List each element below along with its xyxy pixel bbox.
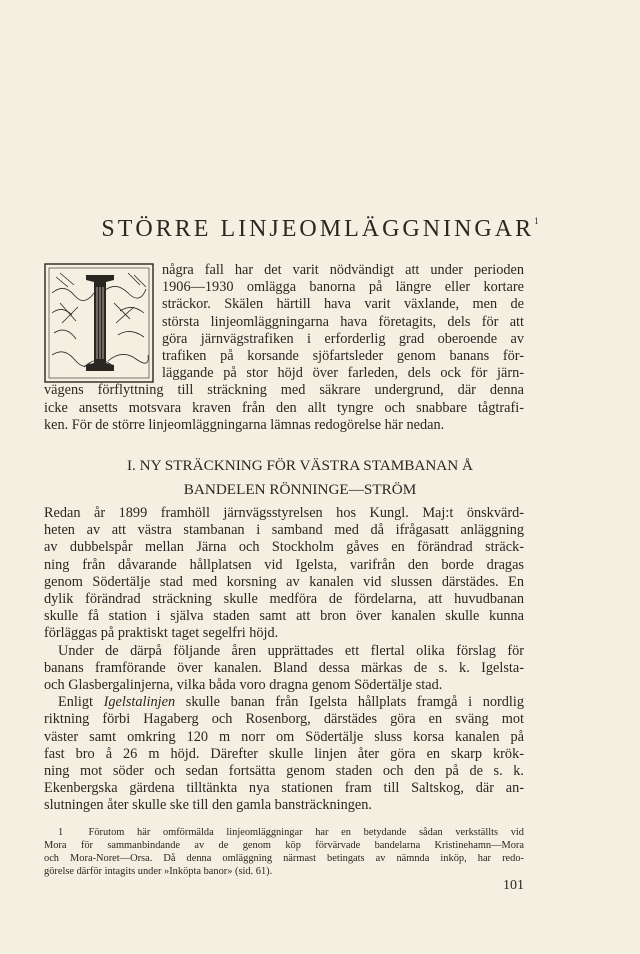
body-line: heten av att västra stambanan i samband med då ifrågasatt anläggning <box>44 522 524 539</box>
intro-line: trafiken på korsande sjöfartsleder genom banans för- <box>162 348 524 365</box>
section-heading <box>60 454 540 502</box>
body-line: Ekenbergska gärdena tilltänkta nya stationen fram till Saltskog, där an- <box>44 780 524 797</box>
body-line: väster samt omkring 120 m norr om Södertälje sluss korsa kanalen på <box>44 728 524 745</box>
body-line: Redan år 1899 framhöll järnvägsstyrelsen hos Kungl. Maj:t önskvärd- <box>44 505 524 521</box>
intro-line: vägens förflyttning till sträckning med säkrare undergrund, där denna <box>44 382 524 399</box>
body-line: ning mot söder och sedan fortsätta genom staden och den på de s. k. <box>44 763 524 780</box>
footnote-line: Mora för sammanbindande av de genom köp förvärvade bandelarna Kristinehamn—Mora <box>44 840 524 851</box>
page-number: 101 <box>503 878 524 893</box>
body-line: slutningen åter skulle ske till den gamla bansträckningen. <box>44 797 372 814</box>
footnote-line <box>44 826 524 839</box>
intro-paragraph <box>44 262 524 434</box>
intro-line: några fall har det varit nödvändigt att under perioden <box>162 262 524 278</box>
body-paragraphs <box>44 505 524 815</box>
body-line: skulle få station i själva staden samt att bron över kanalen skulle kunna <box>44 608 524 625</box>
page-title <box>60 216 580 243</box>
body-line: och Glasbergalinjerna, vilka båda voro dragna genom Södertälje stad. <box>44 677 443 694</box>
footnote-line: görelse därför intagits under »Inköpta banor» (sid. 61). <box>44 866 273 877</box>
intro-line: 1906—1930 omlägga banorna på längre eller kortare <box>162 279 524 296</box>
intro-line: göra järnvägstrafiken i erforderlig grad oberoende av <box>162 330 524 347</box>
intro-line: ken. För de större linjeomläggningarna lämnas redogörelse här nedan. <box>44 416 445 433</box>
body-line-mixed <box>44 694 524 711</box>
body-line: fast bro å 26 m höjd. Därefter skulle linjen åter göra en skarp krök- <box>44 745 524 762</box>
intro-line: största linjeomläggningarna hava företagits, dels för att <box>162 313 524 330</box>
body-line: riktning förbi Hagaberg och Rosenborg, därstädes göra en sväng mot <box>44 711 524 728</box>
intro-line: icke ansetts motsvara kraven från den allt tyngre och snabbare tågtrafi- <box>44 399 524 416</box>
body-line: ning från dåvarande hållplatsen vid Igelsta, varifrån den borde dragas <box>44 556 524 573</box>
body-line: banans framförande över kanalen. Bland dessa märkas de s. k. Igelsta- <box>44 659 524 676</box>
body-line: genom Södertälje stad med korsning av kanalen vid slussen därstädes. En <box>44 573 524 590</box>
title-footnote-marker: 1 <box>534 216 539 226</box>
section-heading-line-2: BANDELEN RÖNNINGE—STRÖM <box>183 481 417 498</box>
footnote-line: och Mora-Noret—Orsa. Då denna omläggning närmast betingats av nämnda inköp, har redo- <box>44 853 524 864</box>
footnote-line-text: Förutom här omförmälda linjeomläggningar har en betydande sådan verkställts vid <box>88 827 524 838</box>
footnote-marker: 1 <box>58 827 64 838</box>
body-inline-enligt: Enligt <box>58 694 93 711</box>
intro-line: sträckor. Skälen härtill hava varit växlande, men de <box>162 296 524 313</box>
footnote <box>44 826 524 878</box>
body-line: förläggas på praktiskt taget segelfri höjd. <box>44 625 279 642</box>
body-line: av dubbelspår mellan Järna och Stockholm gåves en förändrad sträck- <box>44 539 524 556</box>
body-inline-igelstalinjen: Igelstalinjen <box>103 694 176 711</box>
intro-line: läggande på stor höjd över farleden, dels ock för järn- <box>162 365 524 382</box>
body-line-rest: skulle banan från Igelsta hållplats framgå i nordlig <box>185 694 525 711</box>
body-line: Under de därpå följande åren upprättades ett flertal olika förslag för <box>58 642 524 659</box>
body-line: dylik förändrad sträckning skulle medföra de fördelarna, att huvudbanan <box>44 591 524 608</box>
section-heading-line-1: I. NY STRÄCKNING FÖR VÄSTRA STAMBANAN Å <box>126 457 474 474</box>
page-title-text: STÖRRE LINJEOMLÄGGNINGAR <box>101 216 535 242</box>
